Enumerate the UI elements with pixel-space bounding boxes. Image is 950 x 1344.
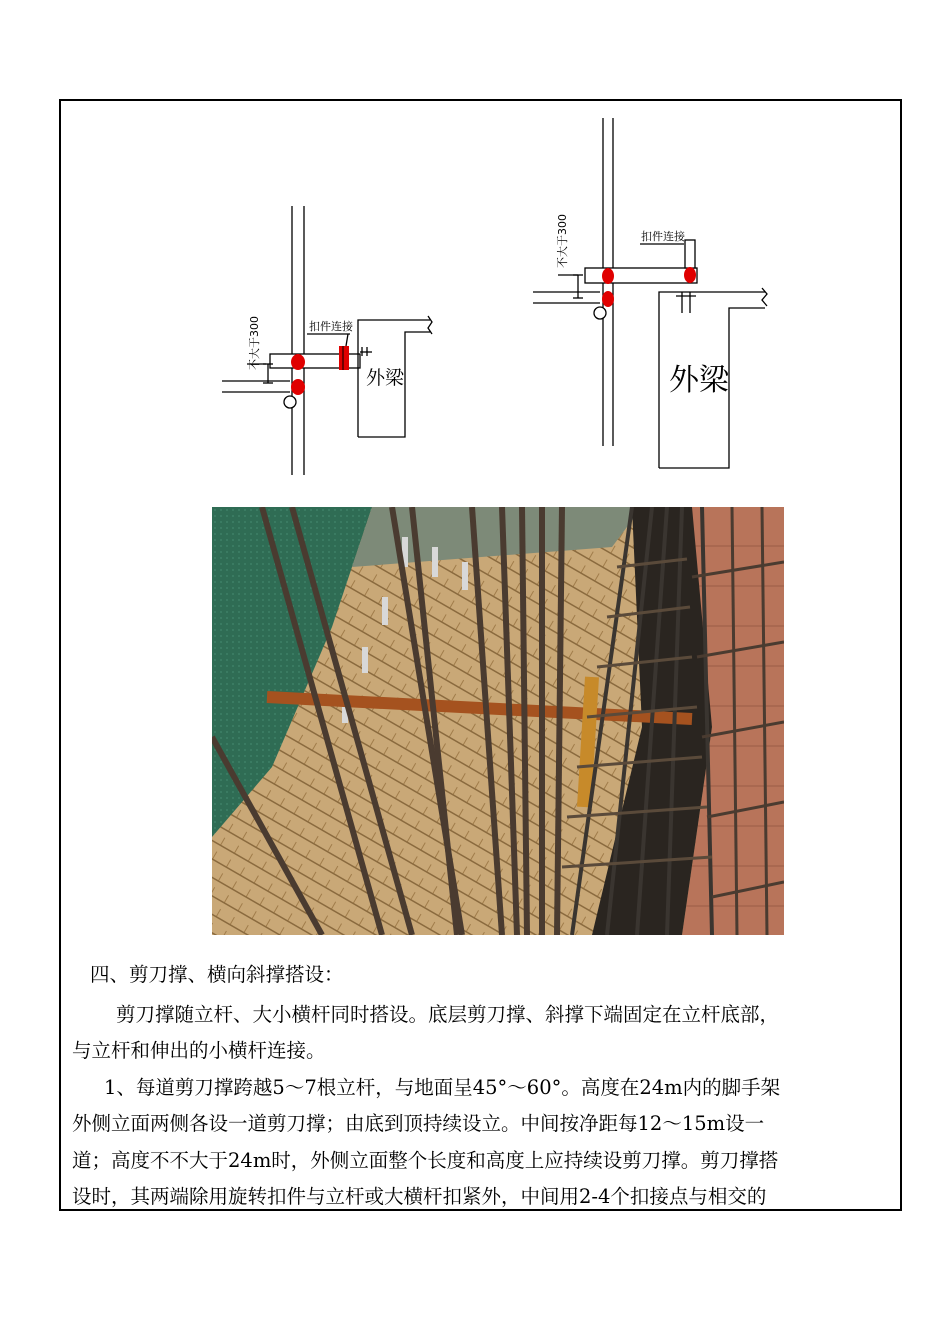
diagram-left-clamp-label: 扣件连接 [309, 320, 353, 333]
diagram-right-clamp-label: 扣件连接 [641, 230, 685, 243]
clamp-icon [339, 346, 349, 370]
diagram-right [533, 118, 767, 468]
clamp-icon [602, 268, 614, 284]
diagram-left-dim-label: 不大于300 [248, 316, 261, 370]
scaffold-connection-diagrams [0, 0, 950, 500]
clamp-icon [684, 267, 696, 283]
paragraph-line: 道；高度不不大于24m时，外侧立面整个长度和高度上应持续设剪刀撑。剪刀撑搭 [72, 1149, 779, 1172]
paragraph-line: 剪刀撑随立杆、大小横杆同时搭设。底层剪刀撑、斜撑下端固定在立杆底部， [116, 1003, 780, 1026]
clamp-icon [291, 354, 305, 370]
clamp-icon [291, 379, 305, 395]
paragraph-line: 外侧立面两侧各设一道剪刀撑；由底到顶持续设立。中间按净距每12～15m设一 [72, 1112, 765, 1135]
diagram-right-beam-label: 外梁 [669, 363, 729, 398]
paragraph-line: 1、每道剪刀撑跨越5～7根立杆，与地面呈45°～60°。高度在24m内的脚手架 [104, 1076, 781, 1099]
diagram-right-dim-label: 不大于300 [556, 214, 569, 268]
paragraph-line: 设时，其两端除用旋转扣件与立杆或大横杆扣紧外，中间用2-4个扣接点与相交的 [72, 1185, 767, 1208]
diagram-left-beam-label: 外梁 [366, 367, 405, 389]
paragraph-line: 与立杆和伸出的小横杆连接。 [72, 1039, 326, 1062]
clamp-icon [602, 291, 614, 307]
section-heading: 四、剪刀撑、横向斜撑搭设： [90, 963, 344, 986]
construction-rebar-scaffold-photo [212, 507, 784, 935]
